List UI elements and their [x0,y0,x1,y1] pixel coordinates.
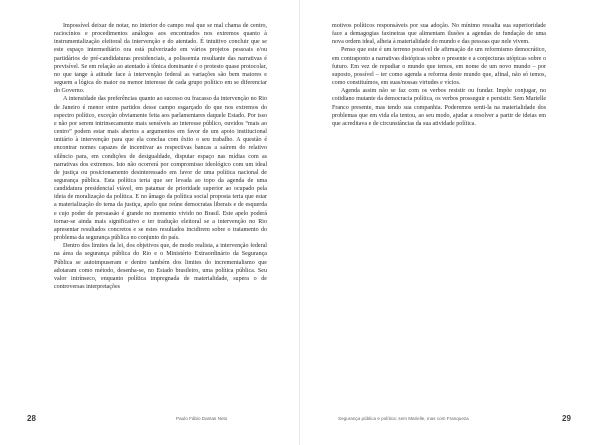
left-paragraph-1: Impossível deixar de notar, no interior do campo real que se mal chama de centro, raciocínios e procedimentos análogos aos encontrados nos extremos quanto à instrumentalização eleitoral da intervenção e do atentado. É intuitivo concluir que se este espaço intermediário ora está pulverizado em vários projetos pessoais e/ou partidários de pré-candidaturas presidenciais, a polissemia resultante das narrativas é previsível. Se em relação ao atentado à tônica dominante é o protesto quase protocolar, no que tange à atitude face à intervenção federal as variações são bem maiores e seguem a lógica do maior ou menor interesse de cada grupo político em se diferenciar do Governo. [54,23,267,95]
right-paragraph-3: Agenda assim não se faz com os verbos resistir ou fundar. Impõe conjugar, no cotidiano mutante da democracia política, os verbos prosseguir e persistir. Sem Marielle Franco presente, mas tendo sua companhia. Poderemos senti-la na materialidade dos problemas que em vida ela tentou, ao seu modo, ajudar a resolver a partir de ideias em que acreditava e de circunstâncias da sua atividade política. [332,88,546,127]
right-paragraph-2: Penso que este é um terreno possível de afirmação de um reformismo democrático, em contraponto a narrativas distópicas sobre o presente e a conjecturas utópicas sobre o futuro. Em vez de repudiar o mundo que temos, em nome de um novo mundo – por suposto, possível – ter como agenda a reforma deste mundo que, afinal, não só temos, como constituímos, em suas/nossas virtudes e vícios. [332,47,546,87]
right-page-body [332,22,546,128]
right-paragraph-1: motivos políticos responsáveis por sua adoção. No mínimo ressalta sua superioridade face a demagogias faxineiras que alimentam ilusões a agendas de fundação de uma nova ordem ideal, alheia à materialidade do mundo e das pessoas que nele vivem. [332,23,546,46]
left-paragraph-3: Dentro dos limites da lei, dos objetivos que, de modo realista, a intervenção federal na área da segurança pública do Rio e o Ministério Extraordinário da Segurança Pública se autoimpuseram e dentro também dos limites do incrementalismo que adotaram como método, desenha-se, no Estado brasileiro, uma política pública. Seu valor intrínseco, enquanto política impregnada de materialidade, supera o de controversas interpretações [54,243,267,290]
left-paragraph-2: A intensidade das preferências quanto ao sucesso ou fracasso da intervenção no Rio de Janeiro é menor entre partidos desse campo esgarçado do que nos extremos do espectro político, exceção obviamente feita aos parlamentares daquele Estado. Por isso e não por serem intrinsecamente mais sensíveis ao interesse público, ouvidos “mais ao centro” podem estar mais abertos a argumentos em favor de um apoio institucional unitário à intervenção para que ela conclua com êxito o seu trabalho. A questão é encontrar nomes capazes de incentivar as respectivas bancas a saírem do relativo silêncio para, em condições de desigualdade, disputar espaço nas mídias com as narrativas dos extremos. Isto não ocorrerá por compromisso ideológico com um ideal de justiça ou posicionamento desinteressado em favor de uma política nacional de segurança pública. Esta política teria que ser levada ao topo da agenda de uma candidatura presidencial viável, em patamar de prioridade superior ao ocupado pela ideia de moralização da política. E no âmago da política social proposta teria que estar a materialização do tema da justiça, apelo que reúne democratas liberais e de esquerda e cujo poder de persuasão é grande no momento vivido no Brasil. Este apelo poderá tornar-se ainda mais significativo e ter tradução eleitoral se a intervenção no Rio apresentar resultados concretos e se estes resultados incidirem sobre o tratamento do problema da segurança pública no conjunto do país. [54,96,267,242]
right-page [300,0,600,445]
left-running-head: Paulo Fábio Dantas Neto [176,416,228,421]
left-page-number: 28 [27,414,36,423]
right-page-number: 29 [562,414,571,423]
right-running-head: Segurança pública e política: sem Marielle, mas com Franqueza [338,416,469,421]
left-page-body [54,22,267,291]
